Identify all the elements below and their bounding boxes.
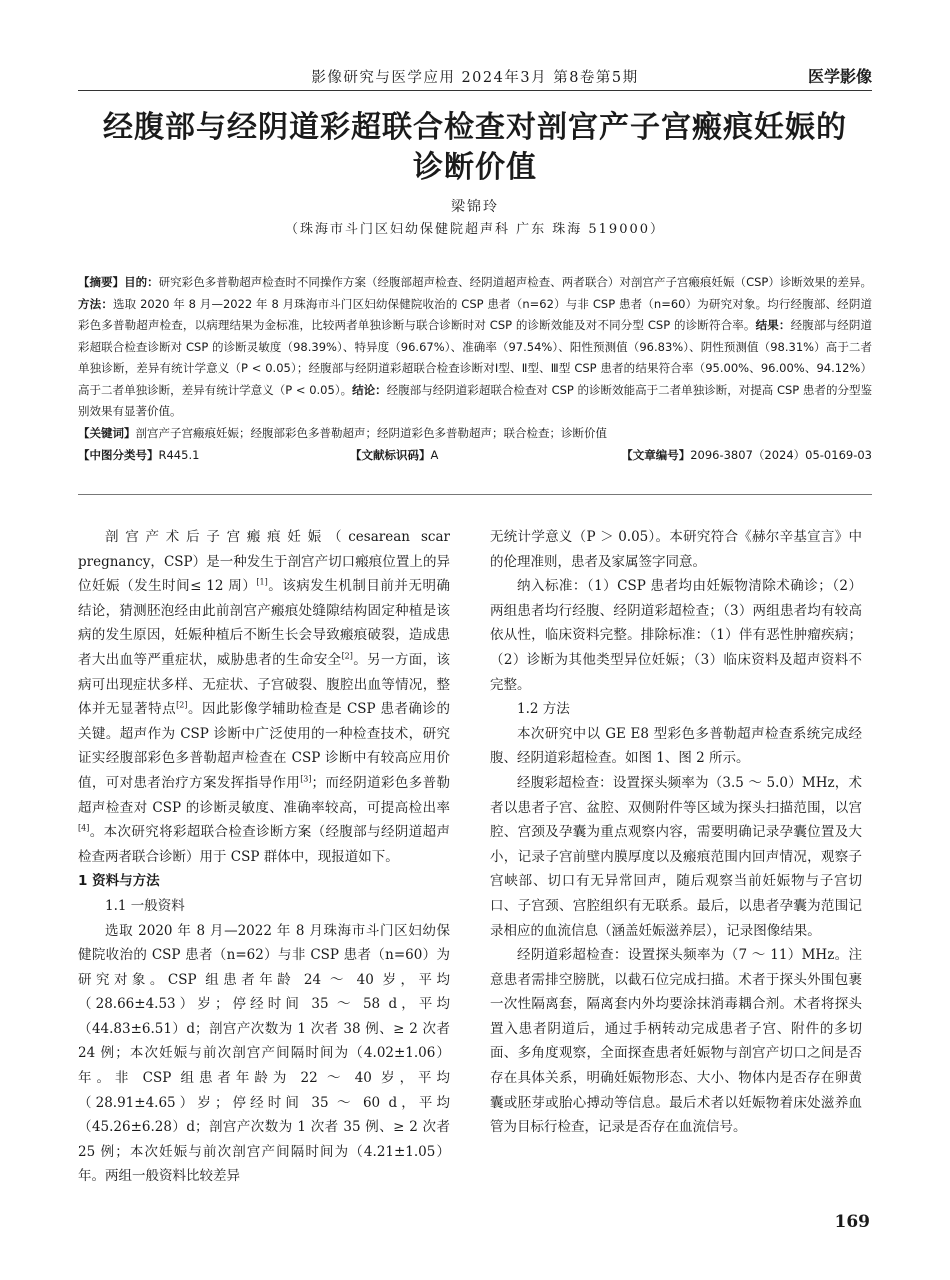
citation-1: [1]	[256, 577, 268, 587]
doc-code-label: 【文献标识码】	[350, 448, 431, 462]
running-header	[78, 64, 872, 91]
ethics-paragraph: 无统计学意义（P ＞ 0.05）。本研究符合《赫尔辛基宣言》中的伦理准则，患者及家属签字同意。	[490, 529, 862, 570]
article-number-value: 2096-3807（2024）05-0169-03	[690, 448, 872, 462]
doc-code	[350, 444, 438, 466]
method-text: 选取 2020 年 8 月—2022 年 8 月珠海市斗门区妇幼保健院收治的 CSP 患者（n=62）与非 CSP 患者（n=60）为研究对象。均行经腹部、经阴道彩色多普勒超声检查，以病理结果为金标准，比较两者单独诊断与联合诊断时对 CSP 的诊断效能及对不同分型 CSP 的诊断符合率。	[78, 296, 872, 332]
result-label: 结果：	[755, 318, 791, 332]
section-tag: 医学影像	[807, 67, 872, 86]
subsection-heading-1-2: 1.2 方法	[517, 701, 570, 718]
keywords	[78, 423, 872, 445]
citation-4: [3]	[300, 774, 312, 784]
affiliation: （珠海市斗门区妇幼保健院超声科 广东 珠海 519000）	[284, 222, 666, 237]
abstract-label: 【摘要】	[78, 275, 125, 289]
doc-code-value: A	[430, 448, 439, 462]
citation-2: [2]	[341, 651, 353, 661]
purpose-text: 研究彩色多普勒超声检查时不同操作方案（经腹部超声检查、经阴道超声检查、两者联合）对剖宫产子宫瘢痕妊娠（CSP）诊断效果的差异。	[158, 275, 873, 289]
abdominal-exam-paragraph: 经腹彩超检查：设置探头频率为（3.5 ～ 5.0）MHz，术者以患者子宫、盆腔、双侧附件等区域为探头扫描范围，以宫腔、宫颈及孕囊为重点观察内容，需要明确记录孕囊位置及大小，记录子宫前壁内膜厚度以及瘢痕范围内回声情况，观察子宫峡部、切口有无异常回声，随后观察当前妊娠物与子宫切口、子宫颈、宫腔组织有无联系。最后，以患者孕囊为范围记录相应的血流信息（涵盖妊娠滋养层），记录图像结果。	[490, 774, 862, 939]
page-number: 169	[834, 1212, 870, 1232]
abstract	[78, 272, 872, 423]
result-text: 经腹部与经阴道彩超联合检查诊断对 CSP 的诊断灵敏度（98.39%）、特异度（96.67%）、准确率（97.54%）、阳性预测值（96.83%）、阴性预测值（98.31%）高于二者单独诊断，差异有统计学意义（P < 0.05）；经腹部与经阴道彩超联合检查诊断对Ⅰ型、Ⅱ型、Ⅲ型 CSP 患者的结果符合率（95.00%、96.00%、94.12%）高于二者单独诊断，差异有统计学意义（P < 0.05）。	[78, 318, 873, 397]
intro-text-4: 。因此影像学辅助检查是 CSP 患者确诊的关键。超声作为 CSP 诊断中广泛使用的一种检查技术，研究证实经腹部彩色多普勒超声检查在 CSP 诊断中有较高应用价值，可对患者治疗方案发挥指导作用	[78, 701, 451, 791]
intro-text-1: 剖宫产术后子宫瘢痕妊娠（cesarean scar pregnancy，CSP）是一种发生于剖宫产切口瘢痕位置上的异位妊娠（发生时间≤ 12 周）	[78, 529, 450, 595]
intro-paragraph	[78, 525, 450, 869]
body-column-left	[78, 525, 450, 1189]
citation-3: [2]	[176, 700, 188, 710]
clc-value: R445.1	[158, 448, 200, 462]
intro-text-5: ；而经阴道彩色多普勒超声检查对 CSP 的诊断灵敏度、准确率较高，可提高检出率	[78, 774, 451, 816]
clc-label: 【中图分类号】	[78, 448, 159, 462]
citation-5: [4]	[78, 823, 90, 833]
article-number	[621, 444, 872, 466]
abstract-block	[78, 272, 872, 466]
subsection-heading-1-1: 1.1 一般资料	[105, 897, 185, 914]
classification-row	[78, 444, 872, 466]
intro-text-3: 。另一方面，该病可出现症状多样、无症状、子宫破裂、腹腔出血等情况，整体并无显著特点	[78, 651, 451, 718]
method-label: 方法：	[78, 296, 113, 311]
criteria-paragraph: 纳入标准：（1）CSP 患者均由妊娠物清除术确诊；（2）两组患者均行经腹、经阴道彩超检查；（3）两组患者均有较高依从性，临床资料完整。排除标准：（1）伴有恶性肿瘤疾病；（2）诊断为其他类型异位妊娠；（3）临床资料及超声资料不完整。	[490, 578, 862, 693]
section-heading-1: 1 资料与方法	[78, 873, 160, 890]
keywords-label: 【关键词】	[78, 425, 136, 440]
body-column-right	[490, 525, 862, 1140]
vaginal-exam-paragraph: 经阴道彩超检查：设置探头频率为（7 ～ 11）MHz。注意患者需排空膀胱，以截石位完成扫描。术者于探头外围包裹一次性隔离套，隔离套内外均要涂抹消毒耦合剂。术者将探头置入患者阴道后，通过手柄转动完成患者子宫、附件的多切面、多角度观察，全面探查患者妊娠物与剖宫产切口之间是否存在具体关系，明确妊娠物形态、大小、物体内是否存在卵黄囊或胚芽或胎心搏动等信息。最后术者以妊娠物着床处滋养血管为目标行检查，记录是否存在血流信号。	[490, 947, 862, 1136]
author: 梁锦玲	[451, 199, 499, 215]
equipment-paragraph: 本次研究中以 GE E8 型彩色多普勒超声检查系统完成经腹、经阴道彩超检查。如图 1、图 2 所示。	[490, 725, 862, 767]
intro-text-2: 。该病发生机制目前并无明确结论，猜测胚泡经由此前剖宫产瘢痕处缝隙结构固定种植是该病的发生原因，妊娠种植后不断生长会导致瘢痕破裂，造成患者大出血等严重症状，威胁患者的生命安全	[78, 578, 451, 668]
paper-title	[78, 108, 872, 188]
title-line-2: 诊断价值	[413, 150, 537, 185]
title-line-1: 经腹部与经阴道彩超联合检查对剖宫产子宫瘢痕妊娠的	[103, 110, 847, 145]
clc	[78, 444, 199, 466]
abstract-divider	[78, 494, 872, 495]
general-data-paragraph: 选取 2020 年 8 月—2022 年 8 月珠海市斗门区妇幼保健院收治的 CSP 患者（n=62）与非 CSP 患者（n=60）为研究对象。CSP 组患者年龄 24 ～ 40 岁，平均（28.66±4.53）岁；停经时间 35 ～ 58 d，平均（44.83±6.51）d；剖宫产次数为 1 次者 38 例、≥ 2 次者 24 例；本次妊娠与前次剖宫产间隔时间为（4.02±1.06）年。非 CSP 组患者年龄为 22 ～ 40 岁，平均（28.91±4.65）岁；停经时间 35 ～ 60 d，平均（45.26±6.28）d；剖宫产次数为 1 次者 35 例、≥ 2 次者 25 例；本次妊娠与前次剖宫产间隔时间为（4.21±1.05）年。两组一般资料比较差异	[78, 922, 450, 1185]
keywords-text: 剖宫产子宫瘢痕妊娠；经腹部彩色多普勒超声；经阴道彩色多普勒超声；联合检查；诊断价值	[135, 425, 607, 440]
article-number-label: 【文章编号】	[621, 448, 691, 462]
journal-info: 影像研究与医学应用 2024年3月 第8卷第5期	[311, 70, 639, 86]
conclusion-label: 结论：	[352, 382, 387, 397]
intro-text-6: 。本次研究将彩超联合检查诊断方案（经腹部与经阴道超声检查两者联合诊断）用于 CSP 群体中，现报道如下。	[78, 824, 450, 865]
conclusion-text: 经腹部与经阴道彩超联合检查对 CSP 的诊断效能高于二者单独诊断，对提高 CSP 患者的分型鉴别效果有显著价值。	[78, 382, 872, 418]
purpose-label: 目的：	[124, 275, 159, 289]
